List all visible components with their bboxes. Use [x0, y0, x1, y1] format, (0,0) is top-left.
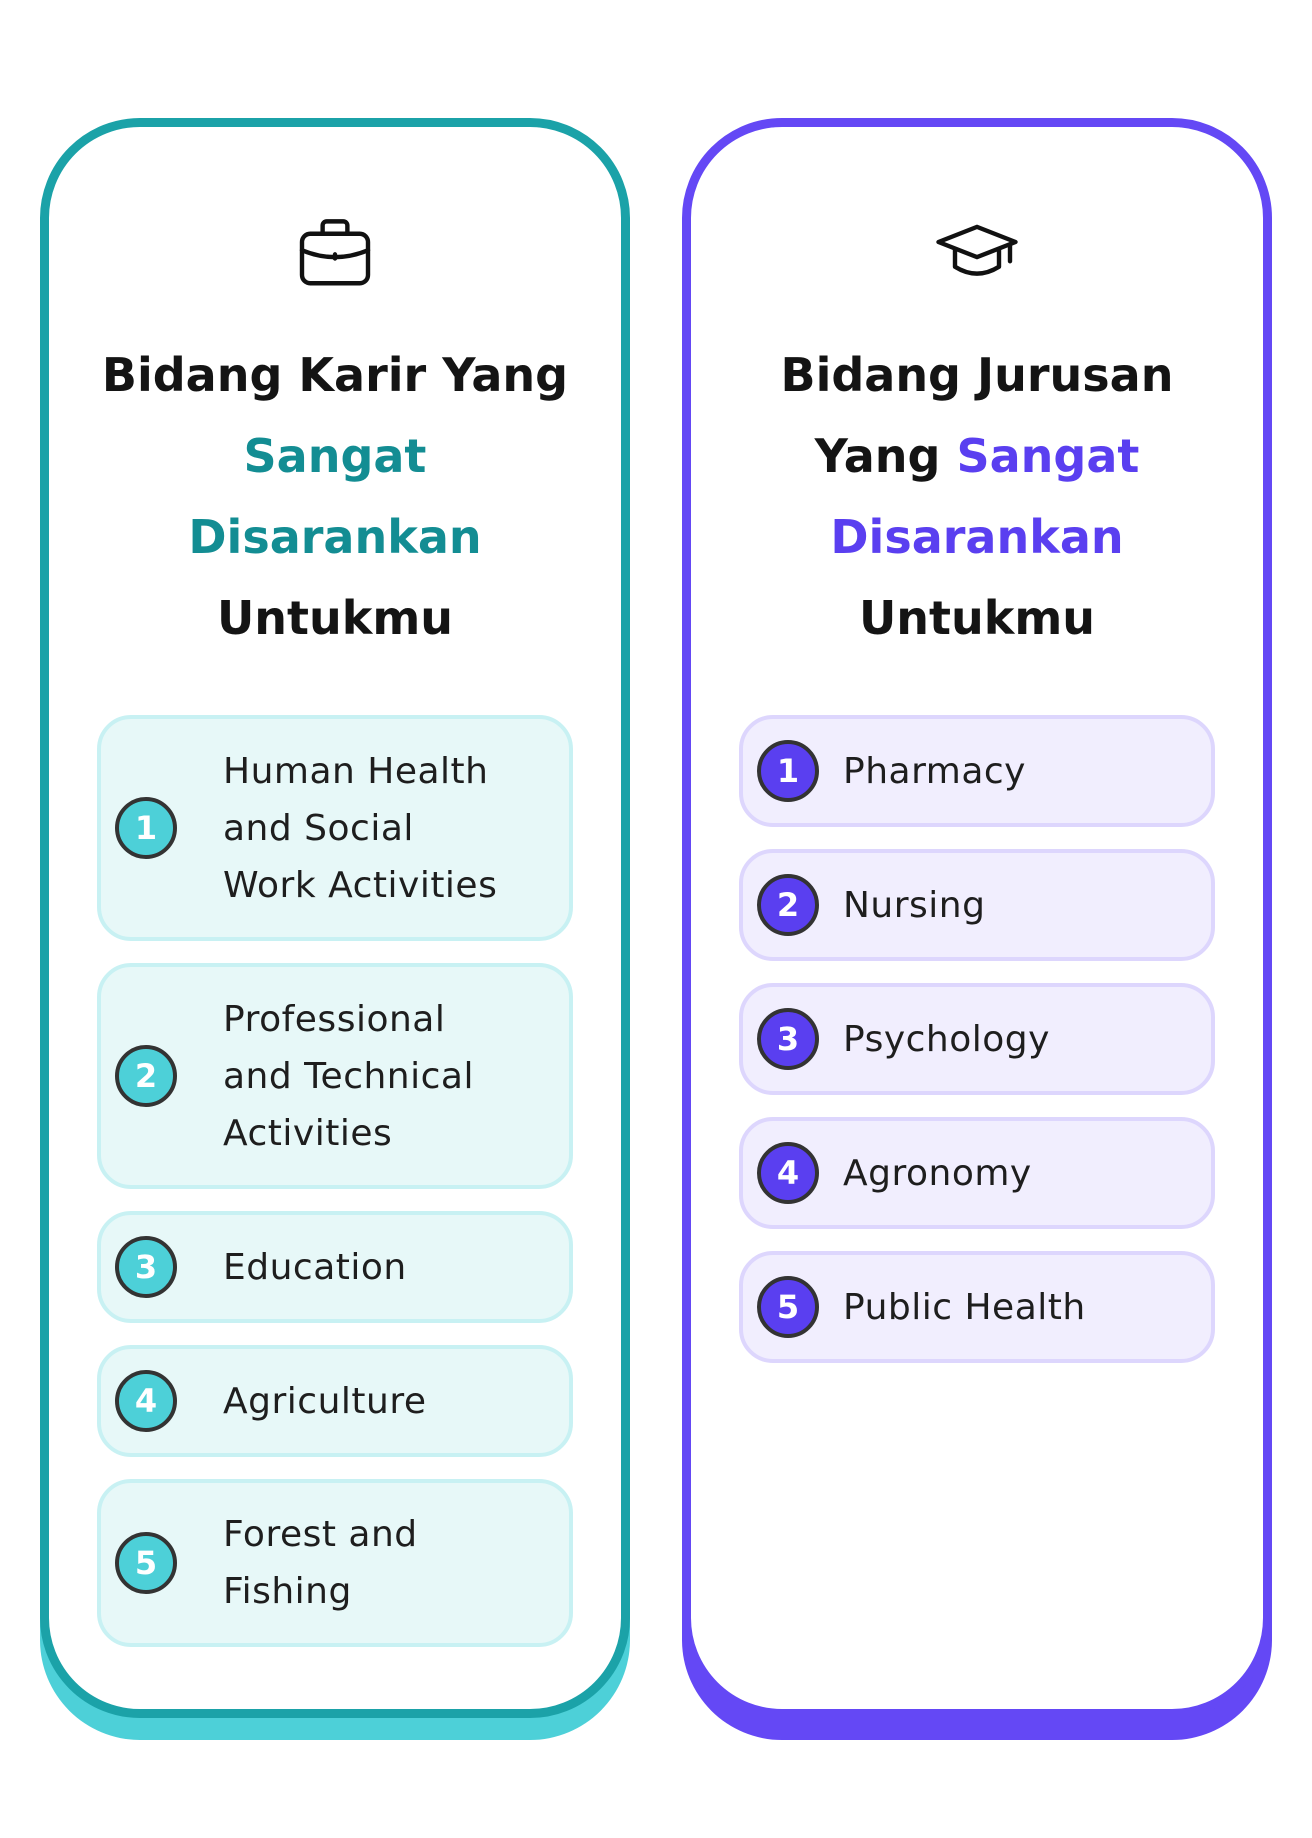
career-item-label: Education [223, 1246, 407, 1288]
major-title-line-1: Bidang Jurusan [780, 348, 1174, 402]
major-item-number: 1 [757, 740, 819, 802]
career-item-label-line: and Social [223, 807, 414, 849]
major-item-label: Agronomy [843, 1152, 1032, 1194]
major-item-label: Psychology [843, 1018, 1050, 1060]
career-item-number: 5 [115, 1532, 177, 1594]
career-item-label-line: Professional [223, 998, 446, 1040]
major-title-highlight-2: Disarankan [830, 510, 1124, 564]
career-item-label-line: Activities [223, 1112, 393, 1154]
major-card-title [731, 335, 1223, 659]
major-item-1 [739, 715, 1215, 827]
career-item-label [223, 991, 474, 1162]
career-item-label-line: Fishing [223, 1571, 352, 1612]
career-item-label-line: and Technical [223, 1055, 474, 1097]
career-item-number: 3 [115, 1236, 177, 1298]
career-title-line-3: Untukmu [216, 591, 454, 645]
major-title-prefix: Yang [814, 429, 957, 483]
major-item-number: 2 [757, 874, 819, 936]
career-item-label-line: Work Activities [223, 864, 498, 906]
career-item-3 [97, 1211, 573, 1323]
career-title-highlight: Sangat Disarankan [188, 429, 482, 564]
major-item-number: 4 [757, 1142, 819, 1204]
major-item-4 [739, 1117, 1215, 1229]
career-item-number: 4 [115, 1370, 177, 1432]
career-item-4 [97, 1345, 573, 1457]
major-item-number: 5 [757, 1276, 819, 1338]
major-card [682, 118, 1272, 1718]
major-item-number: 3 [757, 1008, 819, 1070]
career-item-2 [97, 963, 573, 1189]
career-item-label-line: Forest and [223, 1514, 418, 1555]
career-list [97, 715, 573, 1669]
graduation-cap-icon [933, 209, 1021, 297]
major-item-label: Nursing [843, 884, 986, 926]
major-item-label: Pharmacy [843, 750, 1026, 792]
career-item-label: Agriculture [223, 1380, 427, 1422]
major-item-label: Public Health [843, 1286, 1086, 1328]
major-item-3 [739, 983, 1215, 1095]
career-item-label-line: Human Health [223, 750, 489, 792]
career-item-label [223, 1506, 418, 1620]
career-item-1 [97, 715, 573, 941]
major-title-highlight-1: Sangat [956, 429, 1140, 483]
career-title-line-1: Bidang Karir Yang [101, 348, 569, 402]
major-title-line-2 [731, 416, 1223, 497]
career-item-number: 2 [115, 1045, 177, 1107]
major-title-line-4: Untukmu [858, 591, 1096, 645]
briefcase-icon [291, 209, 379, 297]
major-item-2 [739, 849, 1215, 961]
career-card-title [89, 335, 581, 659]
career-card [40, 118, 630, 1718]
career-item-5 [97, 1479, 573, 1647]
career-item-number: 1 [115, 797, 177, 859]
major-item-5 [739, 1251, 1215, 1363]
major-list [739, 715, 1215, 1385]
career-item-label [223, 743, 497, 914]
